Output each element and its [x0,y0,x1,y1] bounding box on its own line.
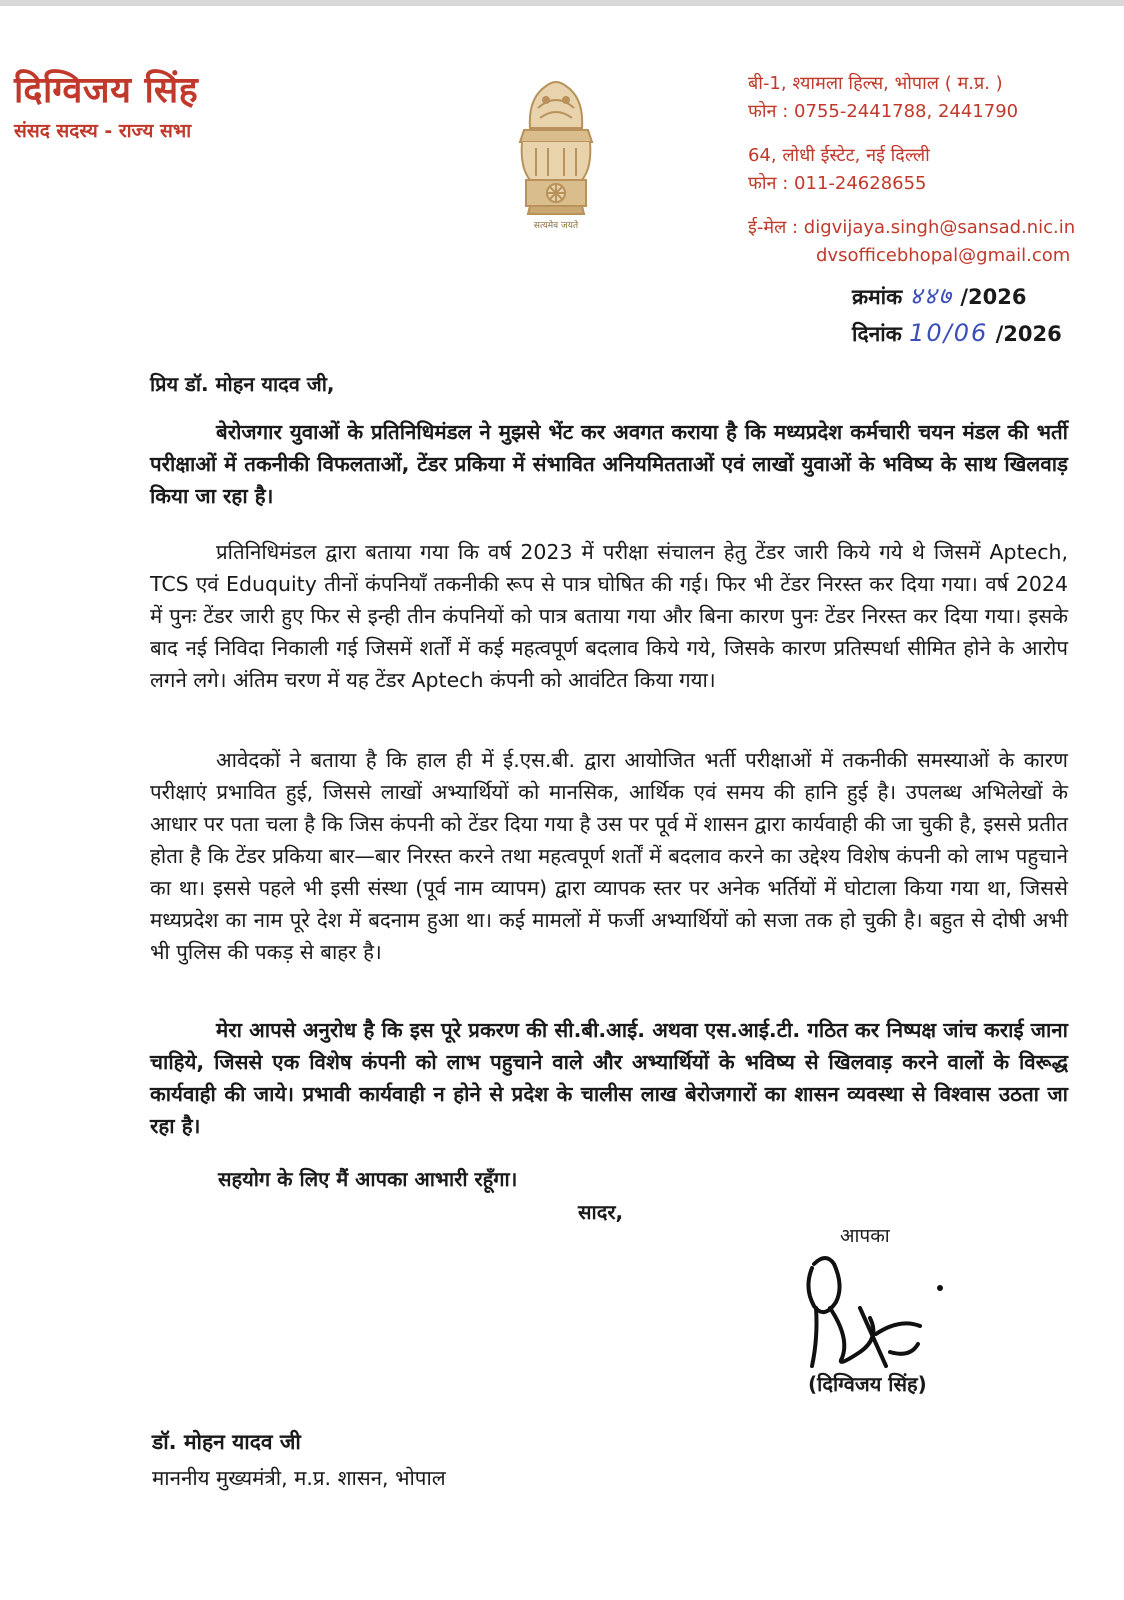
reference-number-row [852,278,1062,315]
email-primary: ई-मेल : digvijaya.singh@sansad.nic.in [748,217,1076,238]
paragraph-3: आवेदकों ने बताया है कि हाल ही में ई.एस.बी. द्वारा आयोजित भर्ती परीक्षाओं में तकनीकी समस्याओं के कारण परीक्षाएं प्रभावित हुई, जिससे लाखों अभ्यार्थियों को मानसिक, आर्थिक एवं समय की हानि हुई है। उपलब्ध अभिलेखों के आधार पर पता चला है कि जिस कंपनी को टेंडर दिया गया है उस पर पूर्व में शासन द्वारा कार्यवाही की जा चुकी है, इससे प्रतीत होता है कि टेंडर प्रकिया बार—बार निरस्त करने तथा महत्वपूर्ण शर्तों में बदलाव करने का उद्देश्य विशेष कंपनी को लाभ पहुचाने का था। इससे पहले भी इसी संस्था (पूर्व नाम व्यापम) द्वारा व्यापक स्तर पर अनेक भर्तियों में घोटाला किया गया था, जिससे मध्यप्रदेश का नाम पूरे देश में बदनाम हुआ था। कई मामलों में फर्जी अभ्यार्थियों को सजा तक हो चुकी है। बहुत से दोषी अभी भी पुलिस की पकड़ से बाहर है। [150,748,1068,964]
sender-name: दिग्विजय सिंह [14,70,199,111]
phone-bhopal: फोन : 0755-2441788, 2441790 [748,101,1019,122]
addressee-title: माननीय मुख्यमंत्री, म.प्र. शासन, भोपाल [152,1466,446,1490]
reference-number-value: ४४७ [909,282,954,310]
reference-number-year: /2026 [960,285,1027,309]
reference-date-row [852,315,1062,352]
scan-top-edge [0,0,1124,6]
national-emblem-icon [500,68,612,244]
yours-label: आपका [840,1225,890,1247]
reference-date-label: दिनांक [852,322,902,346]
paragraph-1: बेरोजगार युवाओं के प्रतिनिधिमंडल ने मुझसे भेंट कर अवगत कराया है कि मध्यप्रदेश कर्मचारी चयन मंडल की भर्ती परीक्षाओं में तकनीकी विफलताओं, टेंडर प्रकिया में संभावित अनियमितताओं एवं लाखों युवाओं के भविष्य के साथ खिलवाड़ किया जा रहा है। [150,420,1068,508]
address-bhopal: बी-1, श्यामला हिल्स, भोपाल ( म.प्र. ) [748,73,1003,94]
thanks-line: सहयोग के लिए मैं आपका आभारी रहूँगा। [218,1167,518,1191]
reference-date-year: /2026 [995,322,1062,346]
paragraph-2: प्रतिनिधिमंडल द्वारा बताया गया कि वर्ष 2023 में परीक्षा संचालन हेतु टेंडर जारी किये गये थे जिसमें Aptech, TCS एवं Eduquity तीनों कंपनियाँ तकनीकी रूप से पात्र घोषित की गई। फिर भी टेंडर निरस्त कर दिया गया। वर्ष 2024 में पुनः टेंडर जारी हुए फिर से इन्ही तीन कंपनियों को पात्र बताया गया और बिना कारण पुनः टेंडर निरस्त कर दिया गया। इसके बाद नई निविदा निकाली गई जिसमें शर्तों में कई महत्वपूर्ण बदलाव किये गये, जिसके कारण प्रतिस्पर्धा सीमित होने के आरोप लगने लगे। अंतिम चरण में यह टेंडर Aptech कंपनी को आवंटित किया गया। [150,540,1068,692]
reference-date-value: 10/06 [909,319,989,347]
handwritten-signature-icon [790,1248,960,1378]
sender-designation: संसद सदस्य - राज्य सभा [14,120,192,142]
phone-delhi: फोन : 011-24628655 [748,173,927,194]
paragraph-4: मेरा आपसे अनुरोध है कि इस पूरे प्रकरण की सी.बी.आई. अथवा एस.आई.टी. गठित कर निष्पक्ष जांच कराई जाना चाहिये, जिससे एक विशेष कंपनी को लाभ पहुचाने वाले और अभ्यार्थियों के भविष्य से खिलवाड़ करने वालों के विरूद्ध कार्यवाही की जाये। प्रभावी कार्यवाही न होने से प्रदेश के चालीस लाख बेरोजगारों का शासन व्यवस्था से विश्वास उठता जा रहा है। [150,1018,1068,1138]
reference-block [852,278,1062,352]
addressee-name: डॉ. मोहन यादव जी [152,1430,301,1454]
address-delhi: 64, लोधी ईस्टेट, नई दिल्ली [748,145,930,166]
reference-number-label: क्रमांक [852,285,903,309]
email-secondary: dvsofficebhopal@gmail.com [816,245,1071,266]
emblem-motto: सत्यमेव जयते [533,221,579,231]
closing-line: सादर, [578,1200,624,1224]
salutation: प्रिय डॉ. मोहन यादव जी, [150,372,335,396]
contact-block [748,70,1118,270]
signatory-name: (दिग्विजय सिंह) [808,1372,927,1396]
